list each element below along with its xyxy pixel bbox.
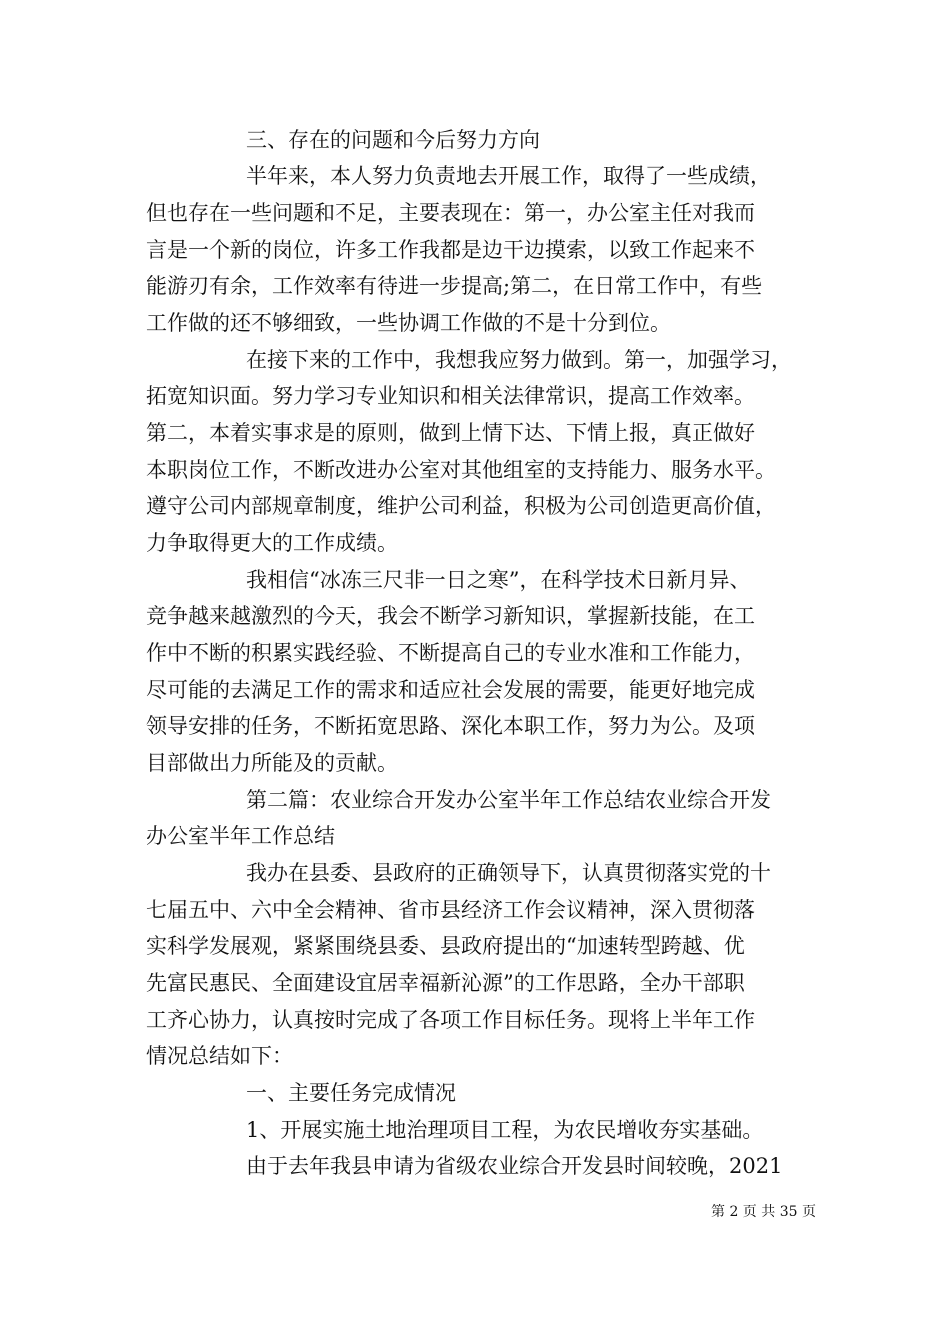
text-line: 言是一个新的岗位，许多工作我都是边干边摸索，以致工作起来不: [146, 238, 755, 262]
text-line: 七届五中、六中全会精神、省市县经济工作会议精神，深入贯彻落: [146, 898, 755, 922]
section-heading-tasks: 一、主要任务完成情况: [246, 1081, 456, 1105]
article-title: 第二篇：农业综合开发办公室半年工作总结农业综合开发: [246, 788, 771, 812]
text-line: 在接下来的工作中，我想我应努力做到。第一，加强学习，: [246, 348, 792, 372]
text-line: 领导安排的任务，不断拓宽思路、深化本职工作，努力为公。及项: [146, 714, 755, 738]
article-title-continued: 办公室半年工作总结: [146, 824, 335, 848]
subsection-heading: 1、开展实施土地治理项目工程，为农民增收夯实基础。: [246, 1118, 764, 1142]
text-line: 实科学发展观，紧紧围绕县委、县政府提出的“加速转型跨越、优: [146, 934, 745, 958]
text-line: 情况总结如下：: [146, 1044, 293, 1068]
text-line: 尽可能的去满足工作的需求和适应社会发展的需要，能更好地完成: [146, 678, 755, 702]
text-line: 工齐心协力，认真按时完成了各项工作目标任务。现将上半年工作: [146, 1008, 755, 1032]
text-line: 本职岗位工作，不断改进办公室对其他组室的支持能力、服务水平。: [146, 458, 776, 482]
text-line: 工作做的还不够细致，一些协调工作做的不是十分到位。: [146, 311, 671, 335]
page-number-footer: 第 2 页 共 35 页: [711, 1204, 816, 1220]
text-line: 由于去年我县申请为省级农业综合开发县时间较晚，2021: [246, 1154, 783, 1178]
text-line: 力争取得更大的工作成绩。: [146, 531, 398, 555]
text-line: 半年来，本人努力负责地去开展工作，取得了一些成绩，: [246, 164, 771, 188]
text-line: 我相信“冰冻三尺非一日之寒”，在科学技术日新月异、: [246, 568, 751, 592]
text-line: 先富民惠民、全面建设宜居幸福新沁源”的工作思路，全办干部职: [146, 971, 745, 995]
text-line: 我办在县委、县政府的正确领导下，认真贯彻落实党的十: [246, 861, 771, 885]
text-line: 第二，本着实事求是的原则，做到上情下达、下情上报，真正做好: [146, 421, 755, 445]
text-line: 拓宽知识面。努力学习专业知识和相关法律常识，提高工作效率。: [146, 384, 755, 408]
text-line: 竞争越来越激烈的今天，我会不断学习新知识，掌握新技能，在工: [146, 604, 755, 628]
text-line: 遵守公司内部规章制度，维护公司利益，积极为公司创造更高价值，: [146, 494, 776, 518]
text-line: 能游刃有余，工作效率有待进一步提高;第二，在日常工作中，有些: [146, 274, 763, 298]
text-line: 但也存在一些问题和不足，主要表现在：第一，办公室主任对我而: [146, 201, 755, 225]
text-line: 目部做出力所能及的贡献。: [146, 751, 398, 775]
section-heading-problems: 三、存在的问题和今后努力方向: [246, 128, 540, 152]
text-line: 作中不断的积累实践经验、不断提高自己的专业水准和工作能力，: [146, 641, 755, 665]
